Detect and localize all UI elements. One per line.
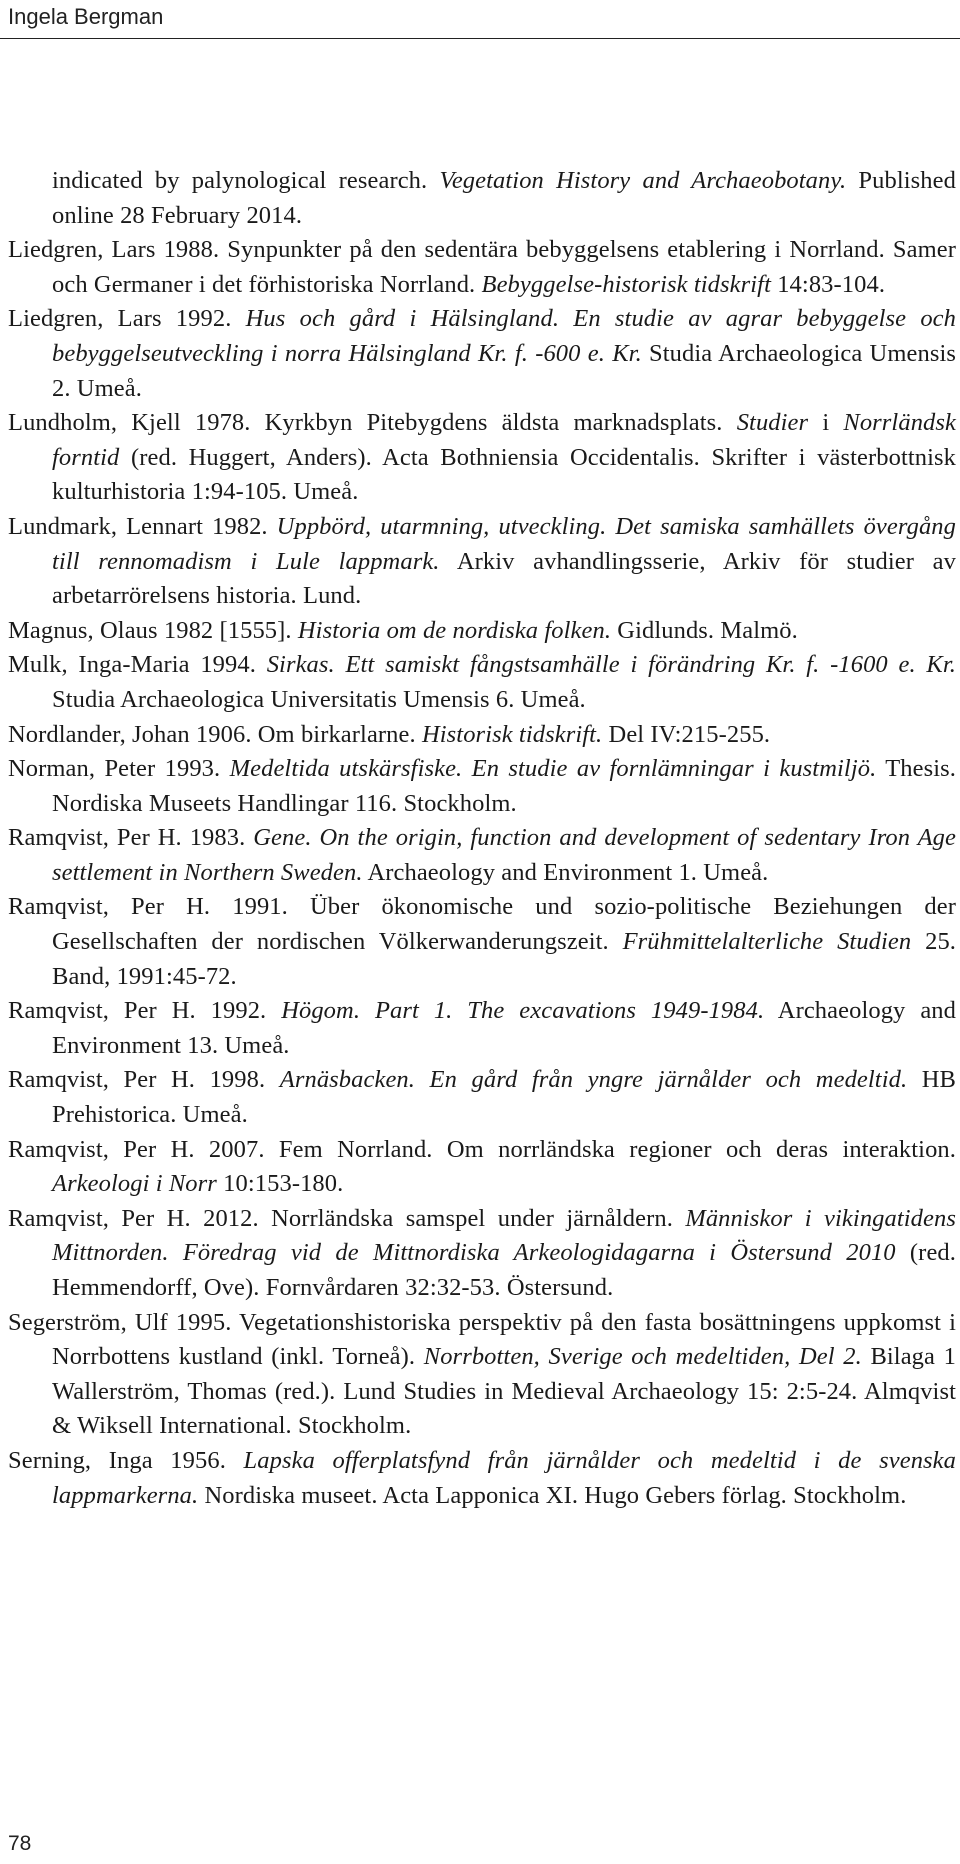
reference-text: Nordiska museet. Acta Lapponica XI. Hugo Gebers förlag. Stockholm. [198, 1481, 907, 1509]
reference-entry [8, 821, 956, 890]
reference-list [8, 164, 956, 1513]
reference-text: Serning, Inga 1956. [8, 1446, 244, 1474]
reference-text: Ramqvist, Per H. 1983. [8, 824, 254, 852]
reference-text: Studia Archaeologica Universitatis Umensis 6. Umeå. [52, 685, 586, 713]
reference-text: Ramqvist, Per H. 1991. Über ökonomische und sozio-politische Beziehungen der Gesellschaften der nordischen Völkerwanderungszeit. [8, 893, 956, 956]
reference-text: Ramqvist, Per H. 2007. Fem Norrland. Om norrländska regioner och deras interaktion. [8, 1135, 956, 1163]
reference-text: indicated by palynological research. [52, 167, 440, 194]
reference-text: (red. Huggert, Anders). Acta Bothniensia Occidentalis. Skrifter i västerbottnisk kulturhistoria 1:94-105. Umeå. [52, 443, 956, 506]
reference-title-italic: Vegetation History and Archaeobotany. [439, 167, 847, 194]
reference-text: Thesis. Nordiska Museets Handlingar 116. Stockholm. [52, 755, 957, 817]
reference-title-italic: Hus och gård i Hälsingland. En studie av agrar bebyggelse och bebyggelseutveckling i norra Hälsingland Kr. f. -600 e. Kr. [52, 305, 956, 367]
reference-text: Del IV:215-255. [602, 720, 771, 748]
reference-text: 14:83-104. [770, 270, 886, 298]
reference-entry [8, 648, 956, 717]
running-header [0, 0, 960, 39]
reference-text: Ramqvist, Per H. 1992. [8, 997, 282, 1025]
reference-title-italic: Sirkas. Ett samiskt fångstsamhälle i förändring Kr. f. -1600 e. Kr. [266, 651, 956, 679]
reference-text: Gidlunds. Malmö. [611, 616, 798, 644]
reference-entry [8, 718, 956, 753]
reference-text: Ramqvist, Per H. 2012. Norrländska samspel under järnåldern. [8, 1204, 686, 1232]
reference-text: Arkiv avhandlingsserie, Arkiv för studier av arbetarrörelsens historia. Lund. [52, 547, 957, 610]
reference-title-italic: Uppbörd, utarmning, utveckling. Det samiska samhällets övergång till rennomadism i Lule lappmark. [52, 512, 956, 575]
reference-entry [8, 302, 956, 406]
reference-text: Liedgren, Lars 1992. [8, 305, 246, 333]
running-header-author: Ingela Bergman [8, 4, 164, 29]
reference-entry [8, 1202, 956, 1306]
reference-entry-continued [8, 164, 956, 233]
reference-entry [8, 1444, 956, 1513]
reference-title-italic: Arnäsbacken. En gård från yngre järnålder och medeltid. [279, 1066, 908, 1094]
reference-text: Mulk, Inga-Maria 1994. [8, 651, 267, 679]
reference-text: 10:153-180. [216, 1170, 344, 1198]
reference-text: Lundmark, Lennart 1982. [8, 512, 277, 540]
reference-entry [8, 752, 956, 821]
page-number: 78 [8, 1832, 32, 1855]
reference-entry [8, 1063, 956, 1132]
reference-entry [8, 510, 956, 614]
reference-entry [8, 1306, 956, 1444]
reference-entry [8, 614, 956, 649]
reference-text: Archaeology and Environment 1. Umeå. [362, 858, 769, 886]
reference-entry [8, 890, 956, 994]
reference-text: Segerström, Ulf 1995. Vegetationshistoriska perspektiv på den fasta bosättningens uppkomst i Norrbottens kustland (inkl. Torneå). [8, 1308, 956, 1371]
reference-text: i [808, 409, 844, 437]
reference-entry [8, 994, 956, 1063]
reference-text: Norman, Peter 1993. [8, 755, 230, 783]
reference-text: Studia Archaeologica Umensis 2. Umeå. [52, 339, 956, 402]
reference-text: Nordlander, Johan 1906. Om birkarlarne. [8, 720, 422, 748]
reference-entry [8, 1133, 956, 1202]
reference-title-italic: Arkeologi i Norr [52, 1170, 217, 1198]
reference-text: Bilaga 1 Wallerström, Thomas (red.). Lund Studies in Medieval Archaeology 15: 2:5-24. Almqvist & Wiksell International. Stockholm. [52, 1343, 956, 1440]
reference-text: HB Prehistorica. Umeå. [52, 1066, 956, 1129]
reference-text: Published online 28 February 2014. [52, 167, 956, 229]
reference-title-italic: Medeltida utskärsfiske. En studie av fornlämningar i kustmiljö. [229, 755, 877, 783]
reference-text: Lundholm, Kjell 1978. Kyrkbyn Pitebygdens äldsta marknadsplats. [8, 409, 737, 437]
reference-title-italic: Bebyggelse-historisk tidskrift [481, 270, 771, 298]
reference-title-italic: Frühmittelalterliche Studien [622, 928, 912, 956]
reference-title-italic: Högom. Part 1. The excavations 1949-1984. [281, 997, 765, 1025]
reference-title-italic: Norrländsk forntid [52, 409, 957, 471]
reference-title-italic: Människor i vikingatidens Mittnorden. Föredrag vid de Mittnordiska Arkeologidagarna i Östersund 2010 [52, 1204, 956, 1267]
reference-entry [8, 233, 956, 302]
reference-text: Ramqvist, Per H. 1998. [8, 1066, 280, 1094]
reference-title-italic: Studier [736, 409, 809, 437]
reference-text: Magnus, Olaus 1982 [1555]. [8, 616, 298, 644]
reference-title-italic: Historisk tidskrift. [421, 720, 603, 748]
reference-title-italic: Gene. On the origin, function and development of sedentary Iron Age settlement in Northern Sweden. [52, 824, 956, 886]
reference-text: Liedgren, Lars 1988. Synpunkter på den sedentära bebyggelsens etablering i Norrland. Samer och Germaner i det förhistoriska Norrland. [8, 236, 956, 298]
reference-text: Archaeology and Environment 13. Umeå. [52, 997, 956, 1059]
reference-text: 25. Band, 1991:45-72. [52, 928, 957, 990]
reference-entry [8, 406, 956, 510]
reference-text: (red. Hemmendorff, Ove). Fornvårdaren 32:32-53. Östersund. [52, 1239, 956, 1301]
reference-title-italic: Norrbotten, Sverige och medeltiden, Del 2. [423, 1343, 862, 1371]
reference-title-italic: Historia om de nordiska folken. [297, 616, 612, 644]
reference-title-italic: Lapska offerplatsfynd från järnålder och medeltid i de svenska lappmarkerna. [52, 1446, 957, 1509]
